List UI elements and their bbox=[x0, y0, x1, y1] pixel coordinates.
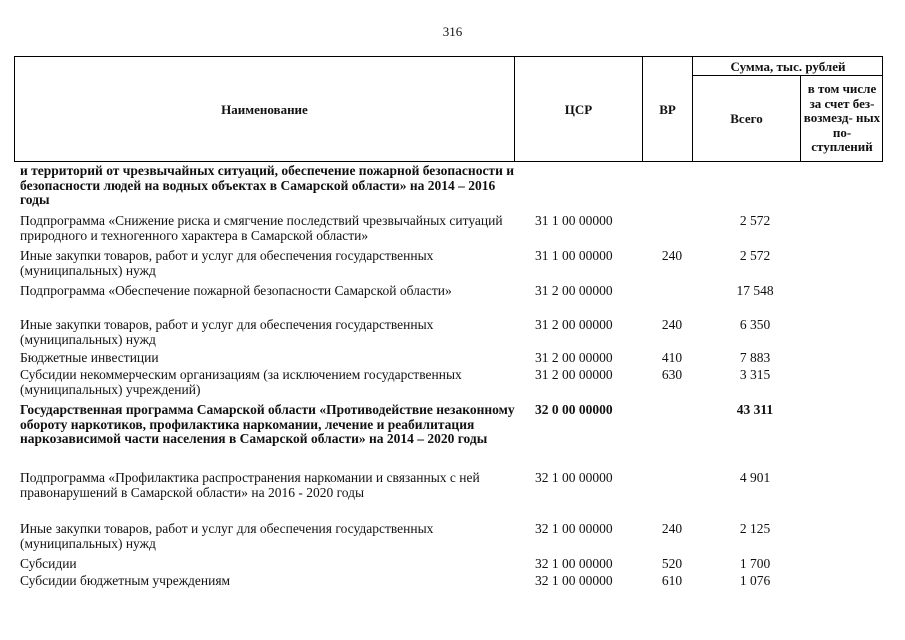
header-gratuitous: в том числе за счет без- возмезд- ных по- ступлений bbox=[803, 81, 881, 155]
row-csr: 31 2 00 00000 bbox=[535, 350, 613, 365]
row-sum: 2 572 bbox=[739, 248, 771, 263]
row-name: Субсидии некоммерческим организациям (за исключением государственных (муниципальных) учреждений) bbox=[20, 367, 462, 397]
row-vr: 520 bbox=[661, 556, 683, 571]
row-name: и территорий от чрезвычайных ситуаций, обеспечение пожарной безопасности и безопасности людей на водных объектах в Самарской области» на 2014 – 2016 годы bbox=[20, 163, 514, 207]
row-sum: 6 350 bbox=[739, 317, 771, 332]
row-vr: 240 bbox=[661, 521, 683, 536]
table-header bbox=[14, 56, 883, 162]
row-name: Подпрограмма «Обеспечение пожарной безопасности Самарской области» bbox=[20, 283, 452, 298]
row-csr: 32 0 00 00000 bbox=[535, 402, 613, 417]
row-sum: 1 700 bbox=[739, 556, 771, 571]
page-number: 316 bbox=[442, 24, 463, 39]
row-sum: 1 076 bbox=[739, 573, 771, 588]
row-csr: 31 2 00 00000 bbox=[535, 367, 613, 382]
row-name: Иные закупки товаров, работ и услуг для обеспечения государственных (муниципальных) нужд bbox=[20, 521, 434, 551]
row-name: Субсидии бюджетным учреждениям bbox=[20, 573, 231, 588]
row-name: Субсидии bbox=[20, 556, 77, 571]
row-sum: 2 572 bbox=[739, 213, 771, 228]
row-vr: 610 bbox=[661, 573, 683, 588]
row-csr: 31 1 00 00000 bbox=[535, 248, 613, 263]
row-csr: 32 1 00 00000 bbox=[535, 470, 613, 485]
row-csr: 32 1 00 00000 bbox=[535, 521, 613, 536]
row-name: Подпрограмма «Снижение риска и смягчение последствий чрезвычайных ситуаций природного и техногенного характера в Самарской области» bbox=[20, 213, 503, 243]
row-name: Подпрограмма «Профилактика распространения наркомании и связанных с ней правонарушений в Самарской области» на 2016 - 2020 годы bbox=[20, 470, 480, 500]
row-vr: 240 bbox=[661, 248, 683, 263]
row-name: Государственная программа Самарской области «Противодействие незаконному обороту наркотиков, профилактика наркомании, лечение и реабилитация наркозависимой части населения в Самарской области» на 2014 – 2020 годы bbox=[20, 402, 515, 446]
row-csr: 31 2 00 00000 bbox=[535, 317, 613, 332]
row-sum: 43 311 bbox=[736, 402, 774, 417]
row-sum: 2 125 bbox=[739, 521, 771, 536]
row-sum: 17 548 bbox=[736, 283, 774, 298]
row-csr: 31 2 00 00000 bbox=[535, 283, 613, 298]
row-name: Бюджетные инвестиции bbox=[20, 350, 159, 365]
row-sum: 3 315 bbox=[739, 367, 771, 382]
row-csr: 31 1 00 00000 bbox=[535, 213, 613, 228]
row-sum: 4 901 bbox=[739, 470, 771, 485]
row-name: Иные закупки товаров, работ и услуг для обеспечения государственных (муниципальных) нужд bbox=[20, 317, 434, 347]
row-vr: 630 bbox=[661, 367, 683, 382]
header-name: Наименование bbox=[221, 101, 308, 117]
header-vr: ВР bbox=[659, 101, 676, 117]
header-csr: ЦСР bbox=[564, 101, 593, 117]
row-vr: 410 bbox=[661, 350, 683, 365]
row-name: Иные закупки товаров, работ и услуг для обеспечения государственных (муниципальных) нужд bbox=[20, 248, 434, 278]
header-total: Всего bbox=[730, 111, 763, 126]
header-sum-title: Сумма, тыс. рублей bbox=[730, 58, 846, 74]
row-csr: 32 1 00 00000 bbox=[535, 573, 613, 588]
row-sum: 7 883 bbox=[739, 350, 771, 365]
row-vr: 240 bbox=[661, 317, 683, 332]
row-csr: 32 1 00 00000 bbox=[535, 556, 613, 571]
